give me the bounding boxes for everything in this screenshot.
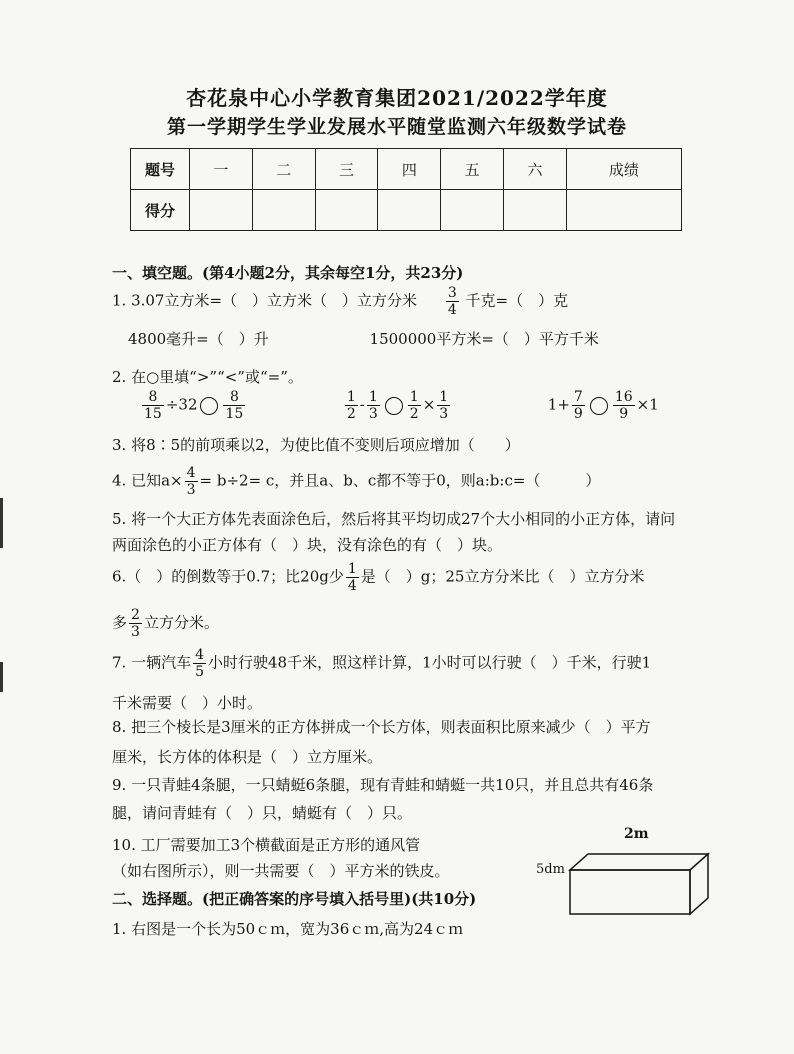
- question-6-line2: [112, 608, 219, 639]
- score-col-3: 三: [315, 149, 378, 190]
- q2-e3-num: 7: [573, 389, 583, 405]
- q1-text-d: 1500000平方米=（ ）平方千米: [369, 330, 599, 348]
- question-9-line1: 9. 一只青蛙4条腿，一只蜻蜓6条腿，现有青蛙和蜻蜓一共10只，并且总共有46条: [112, 776, 654, 794]
- q4-fraction: [185, 466, 198, 497]
- question-7-line1: [112, 648, 651, 679]
- q1-text-b: 千克=（ ）克: [465, 291, 569, 310]
- q2-e2-num1: 1: [346, 389, 356, 405]
- q2-e1-num: 8: [142, 390, 164, 406]
- binding-mark: [0, 498, 3, 548]
- q1-den: 4: [447, 302, 457, 318]
- score-col-5: 五: [441, 149, 504, 190]
- q2-e1-rden: 15: [225, 406, 244, 422]
- q2-e1-frac: [142, 390, 164, 421]
- q7-den: 5: [195, 664, 205, 680]
- q2-e3-frac: [572, 390, 585, 421]
- question-10-line1: 10. 工厂需要加工3个横截面是正方形的通风管: [112, 836, 421, 854]
- q6-text-b: 是（ ）g；25立方分米比（ ）立方分米: [360, 567, 645, 586]
- q2-e2-rden2: 3: [439, 406, 449, 422]
- question-1-line2: [128, 328, 599, 349]
- q4-den: 3: [186, 482, 196, 498]
- score-table-label: 得分: [131, 190, 190, 231]
- question-1-line1: [112, 286, 568, 317]
- score-table: [130, 148, 682, 231]
- question-7-line2: 千米需要（ ）小时。: [112, 694, 263, 712]
- q6-text-d: 立方分米。: [143, 613, 219, 632]
- exam-title-line1: 杏花泉中心小学教育集团2021/2022学年度: [186, 86, 608, 110]
- score-col-1: 一: [190, 149, 253, 190]
- question-5-line2: 两面涂色的小正方体有（ ）块，没有涂色的有（ ）块。: [112, 536, 503, 554]
- question-8-line2: 厘米，长方体的体积是（ ）立方厘米。: [112, 748, 383, 766]
- score-col-6: 六: [504, 149, 567, 190]
- q7-text-a: 7. 一辆汽车: [112, 653, 192, 672]
- q2-e2-den1: 2: [346, 406, 356, 422]
- q2-e2-den2: 3: [368, 406, 378, 422]
- q2-e1-rfrac: [223, 390, 245, 421]
- score-cell[interactable]: [441, 190, 504, 231]
- score-table-header-row: [131, 149, 682, 190]
- figure-side-label: 5dm: [536, 862, 565, 877]
- q2-compare-circle-2[interactable]: [385, 397, 403, 415]
- q2-e2-rnum1: 1: [409, 389, 419, 405]
- q2-e2-op: -: [359, 395, 365, 414]
- question-8-line1: 8. 把三个棱长是3厘米的正方体拼成一个长方体，则表面积比原来减少（ ）平方: [112, 718, 651, 736]
- q2-e2-rop: ×: [422, 395, 436, 414]
- question-4: [112, 466, 600, 497]
- q2-e2-frac1: [345, 390, 358, 421]
- q1-text-c: 4800毫升=（ ）升: [128, 330, 269, 348]
- figure-length-label: 2m: [624, 826, 649, 842]
- q6-fraction: [346, 562, 359, 593]
- q2-compare-circle-1[interactable]: [200, 397, 218, 415]
- q6-num: 1: [347, 561, 357, 577]
- q2-e1-op: ÷32: [165, 395, 198, 414]
- score-col-total: 成绩: [566, 149, 681, 190]
- q7-fraction: [193, 648, 206, 679]
- question-5-line1: 5. 将一个大正方体先表面涂色后，然后将其平均切成27个大小相同的小正方体，请问: [112, 510, 676, 528]
- section2-question-1: 1. 右图是一个长为50ｃｍ，宽为36ｃｍ,高为24ｃｍ: [112, 920, 464, 938]
- question-6-line1: [112, 562, 644, 593]
- q2-e2-rnum2: 1: [439, 389, 449, 405]
- q6-text-c: 多: [112, 613, 128, 632]
- q2-e3-den: 9: [573, 406, 583, 422]
- exam-title-line2: 第一学期学生学业发展水平随堂监测六年级数学试卷: [166, 116, 627, 138]
- q2-e2-rden1: 2: [409, 406, 419, 422]
- q2-e2-rfrac1: [408, 390, 421, 421]
- q2-e3-rden: 9: [619, 406, 629, 422]
- question-3: 3. 将8∶5的前项乘以2，为使比值不变则后项应增加（ ）: [112, 436, 520, 454]
- score-cell[interactable]: [566, 190, 681, 231]
- question-9-line2: 腿，请问青蛙有（ ）只，蜻蜓有（ ）只。: [112, 804, 413, 822]
- q6-fraction-2: [129, 608, 142, 639]
- q2-e3-rnum: 16: [614, 389, 633, 405]
- score-col-2: 二: [252, 149, 315, 190]
- score-table-score-row: [131, 190, 682, 231]
- score-cell[interactable]: [378, 190, 441, 231]
- q6-den: 4: [347, 578, 357, 594]
- q7-text-b: 小时行驶48千米，照这样计算，1小时可以行驶（ ）千米，行驶1: [208, 653, 652, 672]
- q2-e2-rfrac2: [437, 390, 450, 421]
- q2-e3-rop: ×1: [636, 395, 659, 414]
- q2-e2-frac2: [367, 390, 380, 421]
- cuboid-diagram: [568, 848, 718, 918]
- score-cell[interactable]: [252, 190, 315, 231]
- q1-fraction: [446, 286, 459, 317]
- question-2: 2. 在○里填“>”“<”或“=”。: [112, 368, 303, 386]
- q1-text-a: 1. 3.07立方米=（ ）立方米（ ）立方分米: [112, 291, 418, 310]
- score-cell[interactable]: [315, 190, 378, 231]
- q4-num: 4: [186, 465, 196, 481]
- section2-heading: 二、选择题。(把正确答案的序号填入括号里)(共10分): [112, 890, 477, 908]
- q2-e1-den: 15: [144, 406, 162, 422]
- q1-num: 3: [447, 285, 457, 301]
- q2-e2-num2: 1: [368, 389, 378, 405]
- q2-e3-pre: 1+: [547, 395, 570, 414]
- score-cell[interactable]: [504, 190, 567, 231]
- score-table-label: 题号: [131, 149, 190, 190]
- section1-heading: 一、填空题。(第4小题2分，其余每空1分，共23分): [112, 264, 464, 282]
- q2-e3-rfrac: [613, 390, 635, 421]
- q2-e1-rnum: 8: [223, 390, 245, 406]
- q6-cnum: 2: [131, 607, 140, 623]
- score-cell[interactable]: [190, 190, 253, 231]
- q6-text-a: 6.（ ）的倒数等于0.7；比20g少: [112, 567, 344, 586]
- q4-text-a: 4. 已知a×: [112, 471, 183, 490]
- q6-cden: 3: [131, 624, 140, 640]
- q7-num: 4: [195, 647, 205, 663]
- vent-pipe-figure: [536, 826, 718, 922]
- binding-mark: [0, 662, 3, 692]
- question-2-expressions: [140, 390, 659, 421]
- question-10-line2: （如右图所示），则一共需要（ ）平方米的铁皮。: [112, 862, 450, 880]
- score-col-4: 四: [378, 149, 441, 190]
- q2-compare-circle-3[interactable]: [590, 397, 608, 415]
- q4-text-b: = b÷2= c，并且a、b、c都不等于0，则a:b:c=（ ）: [199, 471, 601, 490]
